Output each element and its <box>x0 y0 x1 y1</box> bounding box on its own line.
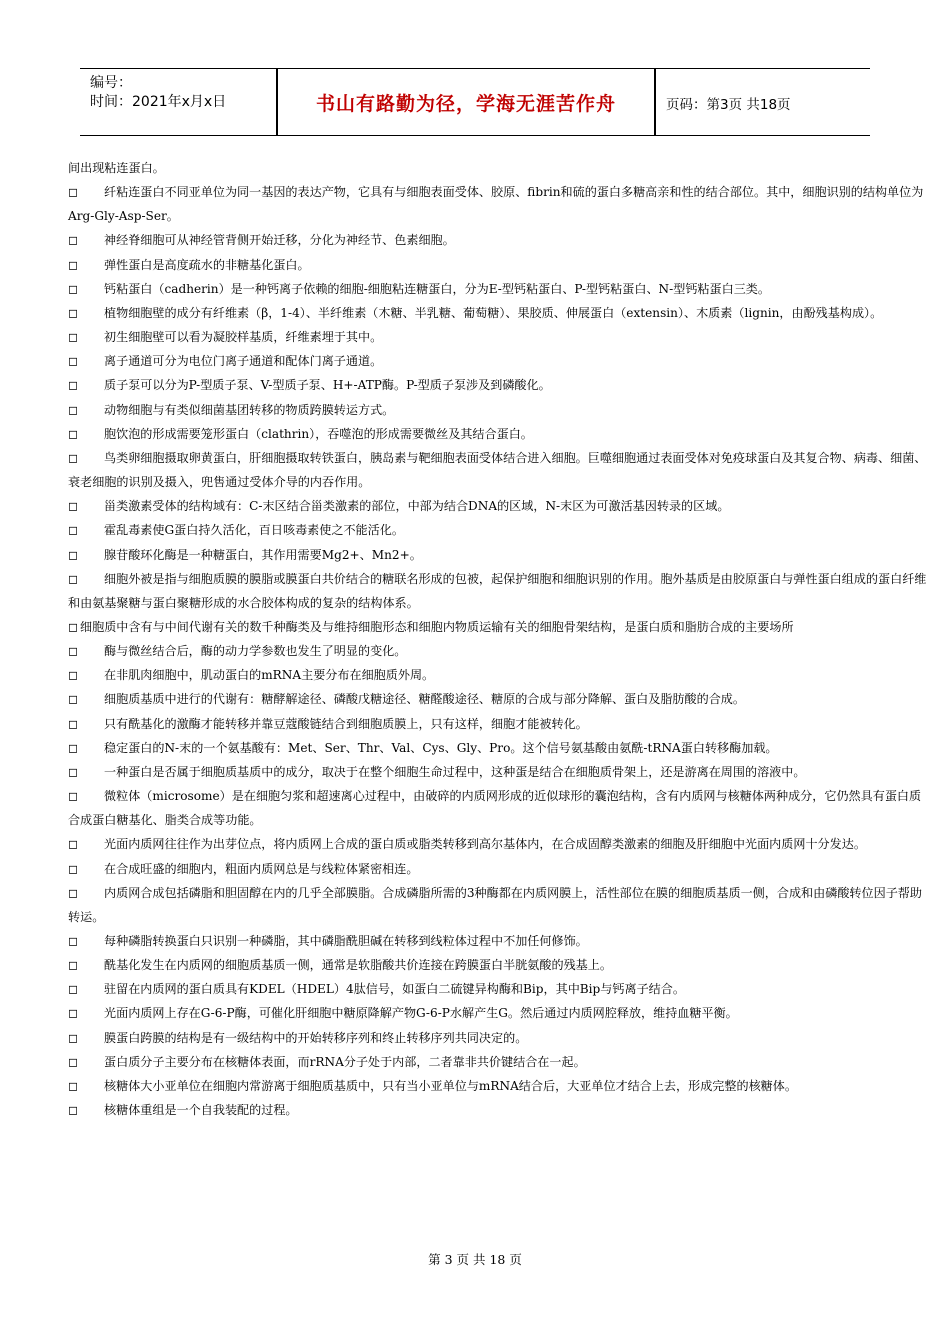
paragraph-text: 蛋白质分子主要分布在核糖体表面，而rRNA分子处于内部，二者靠非共价键结合在一起。 <box>104 1054 586 1069</box>
paragraph-text: 光面内质网往往作为出芽位点，将内质网上合成的蛋白质或脂类转移到高尔基体内，在合成固醇类激素的细胞及肝细胞中光面内质网十分发达。 <box>104 837 866 852</box>
bullet-icon: ◻ <box>68 330 79 345</box>
paragraph <box>68 156 930 180</box>
paragraph <box>68 494 930 518</box>
paragraph-text: 内质网合成包括磷脂和胆固醇在内的几乎全部膜脂。合成磷脂所需的3种酶都在内质网膜上，活性部位在膜的细胞质基质一侧，合成和由磷酸转位因子帮助转运。 <box>68 885 922 924</box>
page-footer: 第 3 页 共 18 页 <box>428 1252 522 1267</box>
bullet-icon: ◻ <box>68 185 79 200</box>
document-number-label: 编号： <box>90 75 132 91</box>
paragraph <box>68 784 930 832</box>
paragraph-text: 细胞质基质中进行的代谢有：糖酵解途径、磷酸戊糖途径、糖醛酸途径、糖原的合成与部分降解、蛋白及脂肪酸的合成。 <box>104 692 745 707</box>
paragraph-text: 在非肌肉细胞中，肌动蛋白的mRNA主要分布在细胞质外周。 <box>104 668 435 683</box>
paragraph <box>68 349 930 373</box>
paragraph <box>68 1074 930 1098</box>
document-date: 时间：2021年x月x日 <box>90 94 227 110</box>
paragraph <box>68 253 930 277</box>
header-motto: 书山有路勤为径，学海无涯苦作舟 <box>315 92 616 115</box>
paragraph-text: 弹性蛋白是高度疏水的非糖基化蛋白。 <box>104 257 310 272</box>
paragraph-text: 神经脊细胞可从神经管背侧开始迁移，分化为神经节、色素细胞。 <box>104 233 455 248</box>
paragraph <box>68 373 930 397</box>
paragraph <box>68 881 930 929</box>
paragraph <box>68 567 930 615</box>
bullet-icon: ◻ <box>68 571 79 586</box>
bullet-icon: ◻ <box>68 716 79 731</box>
bullet-icon: ◻ <box>68 837 79 852</box>
bullet-icon: ◻ <box>68 281 79 296</box>
paragraph-text: 只有酰基化的激酶才能转移并靠豆蔻酸链结合到细胞质膜上，只有这样，细胞才能被转化。 <box>104 716 588 731</box>
paragraph-text: 钙粘蛋白（cadherin）是一种钙离子依赖的细胞-细胞粘连糖蛋白，分为E-型钙粘蛋白、P-型钙粘蛋白、N-型钙粘蛋白三类。 <box>104 281 770 296</box>
paragraph <box>68 277 930 301</box>
bullet-icon: ◻ <box>68 1054 79 1069</box>
paragraph-text: 植物细胞壁的成分有纤维素（β，1-4）、半纤维素（木糖、半乳糖、葡萄糖）、果胶质、伸展蛋白（extensin）、木质素（lignin，由酚残基构成）。 <box>104 305 883 320</box>
bullet-icon: ◻ <box>68 1078 79 1093</box>
bullet-icon: ◻ <box>68 1030 79 1045</box>
bullet-icon: ◻ <box>68 692 79 707</box>
paragraph-text: 离子通道可分为电位门离子通道和配体门离子通道。 <box>104 354 383 369</box>
page-header <box>80 68 870 136</box>
paragraph <box>68 832 930 856</box>
bullet-icon: ◻ <box>68 644 79 659</box>
paragraph-text: 核糖体大小亚单位在细胞内常游离于细胞质基质中，只有当小亚单位与mRNA结合后，大亚单位才结合上去，形成完整的核糖体。 <box>104 1078 797 1093</box>
paragraph <box>68 736 930 760</box>
paragraph-text: 纤粘连蛋白不同亚单位为同一基因的表达产物，它具有与细胞表面受体、胶原、fibrin和硫的蛋白多糖高亲和性的结合部位。其中，细胞识别的结构单位为Arg-Gly-Asp-Ser。 <box>68 185 924 224</box>
document-body <box>68 156 930 1122</box>
bullet-icon: ◻ <box>68 257 79 272</box>
bullet-icon: ◻ <box>68 547 79 562</box>
paragraph-text: 胞饮泡的形成需要笼形蛋白（clathrin），吞噬泡的形成需要微丝及其结合蛋白。 <box>104 426 533 441</box>
paragraph <box>68 446 930 494</box>
paragraph-text: 霍乱毒素使G蛋白持久活化，百日咳毒素使之不能活化。 <box>104 523 404 538</box>
bullet-icon: ◻ <box>68 523 79 538</box>
paragraph <box>68 615 930 639</box>
paragraph-text: 酶与微丝结合后，酶的动力学参数也发生了明显的变化。 <box>104 644 407 659</box>
paragraph <box>68 639 930 663</box>
bullet-icon: ◻ <box>68 934 79 948</box>
paragraph <box>68 712 930 736</box>
paragraph <box>68 1098 930 1122</box>
paragraph-text: 间出现粘连蛋白。 <box>68 161 165 175</box>
paragraph-text: 酰基化发生在内质网的细胞质基质一侧，通常是软脂酸共价连接在跨膜蛋白半胱氨酸的残基上。 <box>104 958 612 973</box>
bullet-icon: ◻ <box>68 861 79 876</box>
paragraph-text: 腺苷酸环化酶是一种糖蛋白，其作用需要Mg2+、Mn2+。 <box>104 547 422 562</box>
bullet-icon: ◻ <box>68 354 79 369</box>
paragraph-text: 质子泵可以分为P-型质子泵、V-型质子泵、H+-ATP酶。P-型质子泵涉及到磷酸化。 <box>104 378 551 393</box>
paragraph-text: 鸟类卵细胞摄取卵黄蛋白，肝细胞摄取转铁蛋白，胰岛素与靶细胞表面受体结合进入细胞。巨噬细胞通过表面受体对免疫球蛋白及其复合物、病毒、细菌、衰老细胞的识别及摄入，兜售通过受体介导的内吞作用。 <box>68 450 927 490</box>
bullet-icon: ◻ <box>68 619 79 634</box>
paragraph <box>68 760 930 784</box>
paragraph-text: 一种蛋白是否属于细胞质基质中的成分，取决于在整个细胞生命过程中，这种蛋是结合在细胞质骨架上，还是游离在周围的溶液中。 <box>104 764 806 779</box>
paragraph-text: 光面内质网上存在G-6-P酶，可催化肝细胞中糖原降解产物G-6-P水解产生G。然后通过内质网腔释放，维持血糖平衡。 <box>104 1006 738 1021</box>
paragraph <box>68 422 930 446</box>
paragraph-text: 核糖体重组是一个自我装配的过程。 <box>104 1103 298 1118</box>
paragraph <box>68 953 930 977</box>
paragraph <box>68 857 930 881</box>
bullet-icon: ◻ <box>68 764 79 779</box>
paragraph-text: 每种磷脂转换蛋白只识别一种磷脂，其中磷脂酰胆碱在转移到线粒体过程中不加任何修饰。 <box>104 934 588 948</box>
paragraph <box>68 301 930 325</box>
paragraph-text: 驻留在内质网的蛋白质具有KDEL（HDEL）4肽信号，如蛋白二硫键异构酶和Bip，其中Bip与钙离子结合。 <box>104 982 685 997</box>
paragraph-text: 微粒体（microsome）是在细胞匀浆和超速离心过程中，由破碎的内质网形成的近似球形的囊泡结构，含有内质网与核糖体两种成分，它仍然具有蛋白质合成蛋白糖基化、脂类合成等功能。 <box>68 789 922 828</box>
paragraph-text: 膜蛋白跨膜的结构是有一级结构中的开始转移序列和终止转移序列共同决定的。 <box>104 1030 528 1045</box>
bullet-icon: ◻ <box>68 378 79 393</box>
header-page-info: 页码：第3页 共18页 <box>666 97 791 113</box>
paragraph-text: 动物细胞与有类似细菌基团转移的物质跨膜转运方式。 <box>104 402 395 417</box>
paragraph <box>68 977 930 1001</box>
header-meta-cell <box>80 69 276 135</box>
bullet-icon: ◻ <box>68 233 79 248</box>
paragraph <box>68 929 930 953</box>
paragraph-text: 细胞外被是指与细胞质膜的膜脂或膜蛋白共价结合的糖联名形成的包被，起保护细胞和细胞识别的作用。胞外基质是由胶原蛋白与弹性蛋白组成的蛋白纤维和由氨基聚糖与蛋白聚糖形成的水合胶体构成的复杂的结构体系。 <box>68 571 927 610</box>
paragraph <box>68 228 930 252</box>
bullet-icon: ◻ <box>68 402 79 417</box>
paragraph-text: 在合成旺盛的细胞内，粗面内质网总是与线粒体紧密相连。 <box>104 861 419 876</box>
paragraph <box>68 180 930 228</box>
bullet-icon: ◻ <box>68 499 79 514</box>
bullet-icon: ◻ <box>68 450 79 465</box>
bullet-icon: ◻ <box>68 958 79 973</box>
bullet-icon: ◻ <box>68 789 79 804</box>
paragraph <box>68 663 930 687</box>
paragraph-text: 细胞质中含有与中间代谢有关的数千种酶类及与维持细胞形态和细胞内物质运输有关的细胞骨架结构，是蛋白质和脂肪合成的主要场所 <box>80 619 794 634</box>
bullet-icon: ◻ <box>68 1006 79 1021</box>
paragraph <box>68 1050 930 1074</box>
bullet-icon: ◻ <box>68 668 79 683</box>
header-divider <box>654 69 656 135</box>
bullet-icon: ◻ <box>68 426 79 441</box>
paragraph <box>68 518 930 542</box>
paragraph-text: 甾类激素受体的结构域有：C-末区结合甾类激素的部位，中部为结合DNA的区域，N-末区为可激活基因转录的区域。 <box>104 499 730 514</box>
paragraph <box>68 1026 930 1050</box>
paragraph <box>68 1001 930 1025</box>
bullet-icon: ◻ <box>68 1103 79 1118</box>
bullet-icon: ◻ <box>68 982 79 997</box>
paragraph <box>68 543 930 567</box>
bullet-icon: ◻ <box>68 305 79 320</box>
paragraph <box>68 325 930 349</box>
paragraph <box>68 398 930 422</box>
paragraph-text: 初生细胞壁可以看为凝胶样基质，纤维素埋于其中。 <box>104 330 383 345</box>
paragraph-text: 稳定蛋白的N-末的一个氨基酸有：Met、Ser、Thr、Val、Cys、Gly、Pro。这个信号氨基酸由氨酰-tRNA蛋白转移酶加载。 <box>104 740 778 755</box>
bullet-icon: ◻ <box>68 885 79 900</box>
bullet-icon: ◻ <box>68 740 79 755</box>
paragraph <box>68 687 930 711</box>
